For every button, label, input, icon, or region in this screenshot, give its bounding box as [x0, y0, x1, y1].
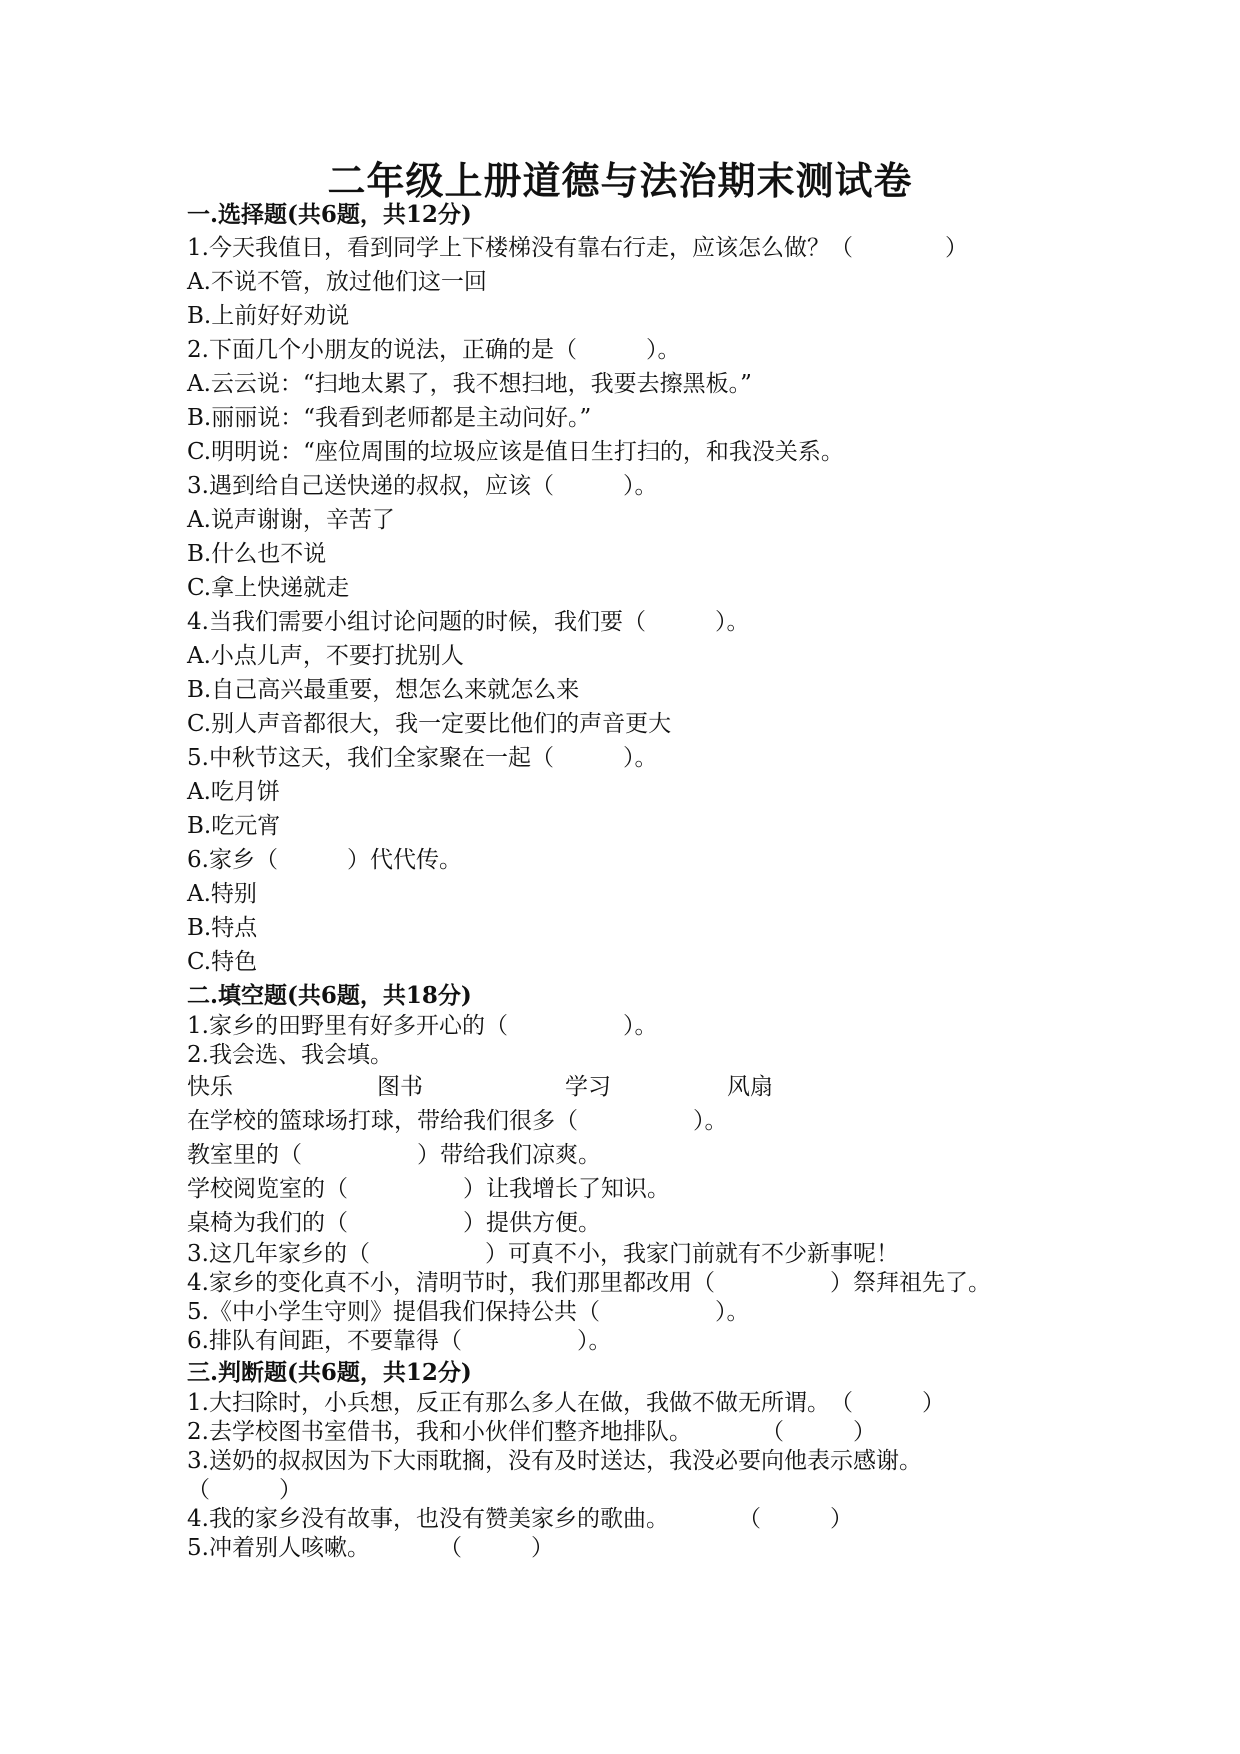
- question-line: 2.去学校图书室借书，我和小伙伴们整齐地排队。 （ ）: [187, 1419, 876, 1445]
- option-line: A.说声谢谢，辛苦了: [187, 507, 395, 533]
- option-line: A.特别: [187, 881, 257, 907]
- option-line: B.什么也不说: [187, 541, 327, 567]
- option-line: B.自己高兴最重要，想怎么来就怎么来: [187, 677, 580, 703]
- word-bank-item: 图书: [377, 1074, 423, 1100]
- question-line: 3.遇到给自己送快递的叔叔，应该（ ）。: [187, 473, 658, 499]
- question-line: 1.今天我值日，看到同学上下楼梯没有靠右行走，应该怎么做？（ ）: [187, 235, 968, 261]
- question-line: 5.冲着别人咳嗽。 （ ）: [187, 1535, 554, 1561]
- fill-line: 教室里的（ ）带给我们凉爽。: [187, 1142, 601, 1168]
- option-line: A.吃月饼: [187, 779, 280, 805]
- section-heading-fill: 二.填空题(共6题，共18分): [187, 982, 472, 1009]
- option-line: B.吃元宵: [187, 813, 281, 839]
- word-bank-item: 风扇: [727, 1074, 773, 1100]
- page-title: 二年级上册道德与法治期末测试卷: [327, 158, 913, 203]
- exam-content: [187, 198, 1187, 1563]
- question-line: 4.当我们需要小组讨论问题的时候，我们要（ ）。: [187, 609, 750, 635]
- question-line: 4.我的家乡没有故事，也没有赞美家乡的歌曲。 （ ）: [187, 1506, 853, 1532]
- option-line: C.特色: [187, 949, 258, 975]
- question-line: 4.家乡的变化真不小，清明节时，我们那里都改用（ ）祭拜祖先了。: [187, 1270, 991, 1296]
- option-line: A.不说不管，放过他们这一回: [187, 269, 487, 295]
- question-line: 1.家乡的田野里有好多开心的（ ）。: [187, 1013, 658, 1039]
- word-bank: [187, 1070, 1187, 1104]
- option-line: B.上前好好劝说: [187, 303, 350, 329]
- question-line: 6.家乡（ ）代代传。: [187, 847, 462, 873]
- option-line: C.拿上快递就走: [187, 575, 350, 601]
- question-line: 3.这几年家乡的（ ）可真不小，我家门前就有不少新事呢！: [187, 1241, 899, 1267]
- option-line: A.小点儿声，不要打扰别人: [187, 643, 464, 669]
- option-line: C.别人声音都很大，我一定要比他们的声音更大: [187, 711, 672, 737]
- section-heading-judge: 三.判断题(共6题，共12分): [187, 1359, 472, 1386]
- question-line: 5.中秋节这天，我们全家聚在一起（ ）。: [187, 745, 658, 771]
- fill-line: 学校阅览室的（ ）让我增长了知识。: [187, 1176, 670, 1202]
- question-line: 2.下面几个小朋友的说法，正确的是（ ）。: [187, 337, 681, 363]
- fill-line: 在学校的篮球场打球，带给我们很多（ ）。: [187, 1108, 728, 1134]
- fill-line: 桌椅为我们的（ ）提供方便。: [187, 1210, 601, 1236]
- word-bank-item: 学习: [565, 1074, 611, 1100]
- question-line: 2.我会选、我会填。: [187, 1042, 393, 1068]
- option-line: B.特点: [187, 915, 258, 941]
- question-line: 3.送奶的叔叔因为下大雨耽搁，没有及时送达，我没必要向他表示感谢。: [187, 1448, 922, 1474]
- option-line: A.云云说：“扫地太累了，我不想扫地，我要去擦黑板。”: [187, 371, 752, 397]
- question-line: 1.大扫除时，小兵想，反正有那么多人在做，我做不做无所谓。 （ ）: [187, 1390, 945, 1416]
- answer-blank: （ ）: [187, 1477, 302, 1503]
- word-bank-item: 快乐: [187, 1074, 233, 1100]
- section-heading-choice: 一.选择题(共6题，共12分): [187, 201, 472, 228]
- question-line: 6.排队有间距，不要靠得（ ）。: [187, 1328, 612, 1354]
- question-line: 5.《中小学生守则》提倡我们保持公共（ ）。: [187, 1299, 750, 1325]
- option-line: B.丽丽说：“我看到老师都是主动问好。”: [187, 405, 592, 431]
- option-line: C.明明说：“座位周围的垃圾应该是值日生打扫的，和我没关系。: [187, 439, 844, 465]
